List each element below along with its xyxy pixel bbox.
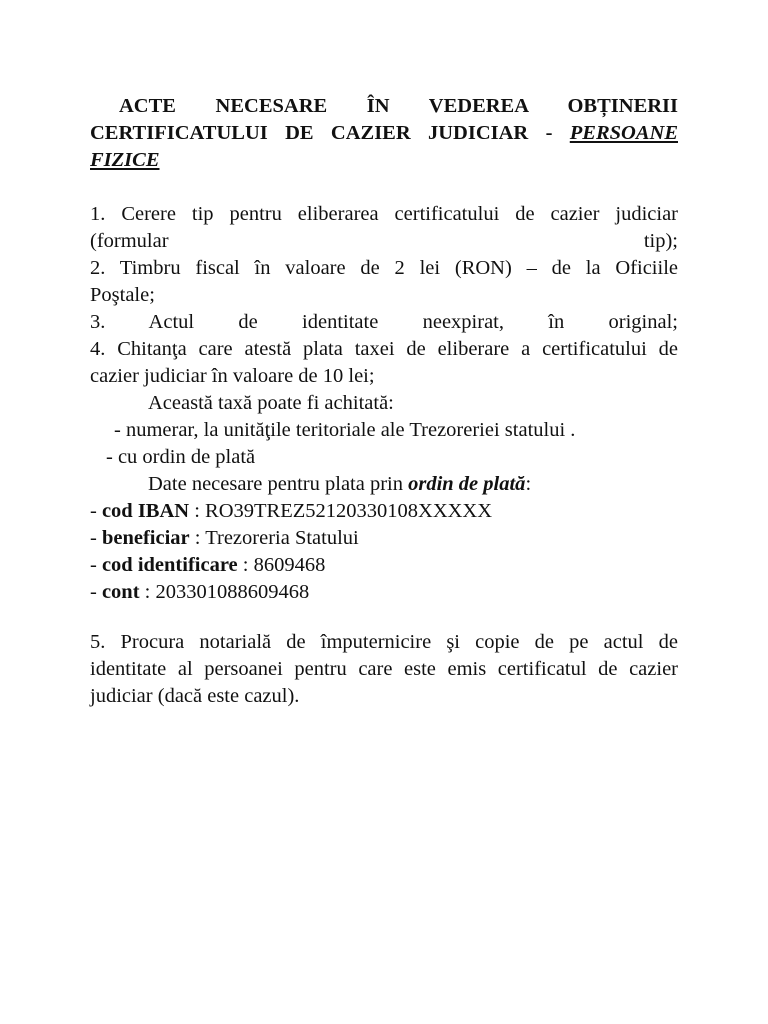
spacer <box>90 606 678 629</box>
item-1-tip: tip); <box>643 230 678 252</box>
item-1-formular: (formular <box>90 230 169 252</box>
item-2-line-2: Poştale; <box>90 284 155 306</box>
spacer <box>90 174 678 201</box>
payment-account-row: - cont : 203301088609468 <box>90 581 310 603</box>
title-emphasis: PERSOANE FIZICE <box>90 122 678 171</box>
payment-iban-row: - cod IBAN : RO39TREZ52120330108XXXXX <box>90 500 493 522</box>
iban-label: cod IBAN <box>101 500 190 522</box>
payment-intro <box>90 471 678 498</box>
tax-note: Această taxă poate fi achitată: <box>148 392 394 414</box>
id-label: cod identificare <box>101 554 238 576</box>
account-label: cont <box>101 581 140 603</box>
option-payment-order: - cu ordin de plată <box>106 446 256 468</box>
item-1-line-2 <box>90 228 678 255</box>
payment-intro-emphasis: ordin de plată <box>408 473 526 495</box>
payment-intro-text: Date necesare pentru plata prin <box>148 473 409 495</box>
item-2-line-1: 2. Timbru fiscal în valoare de 2 lei (RON) – de la Oficiile <box>90 257 678 279</box>
payment-intro-end: : <box>525 473 532 495</box>
item-5-line-3: judiciar (dacă este cazul). <box>90 685 300 707</box>
account-value: 203301088609468 <box>155 581 310 603</box>
beneficiary-value: Trezoreria Statului <box>205 527 359 549</box>
payment-beneficiary-row: - beneficiar : Trezoreria Statului <box>90 527 359 549</box>
item-5-line-1: 5. Procura notarială de împuternicire şi copie de pe actul de <box>90 631 678 653</box>
iban-value: RO39TREZ52120330108XXXXX <box>205 500 493 522</box>
document-body <box>90 93 678 710</box>
item-5-line-2: identitate al persoanei pentru care este emis certificatul de cazier <box>90 658 678 680</box>
title-main: ACTE NECESARE ÎN VEDEREA OBȚINERII CERTIFICATULUI DE CAZIER JUDICIAR - <box>90 95 678 144</box>
document-title <box>90 93 678 174</box>
item-4-line-1: 4. Chitanţa care atestă plata taxei de eliberare a certificatului de <box>90 338 678 360</box>
option-cash: - numerar, la unităţile teritoriale ale Trezoreriei statului . <box>114 419 576 441</box>
payment-id-row: - cod identificare : 8609468 <box>90 554 326 576</box>
item-1-line-1: 1. Cerere tip pentru eliberarea certificatului de cazier judiciar <box>90 203 678 225</box>
item-4-line-2: cazier judiciar în valoare de 10 lei; <box>90 365 375 387</box>
item-3: 3. Actul de identitate neexpirat, în original; <box>90 311 678 333</box>
beneficiary-label: beneficiar <box>101 527 190 549</box>
id-value: 8609468 <box>253 554 326 576</box>
